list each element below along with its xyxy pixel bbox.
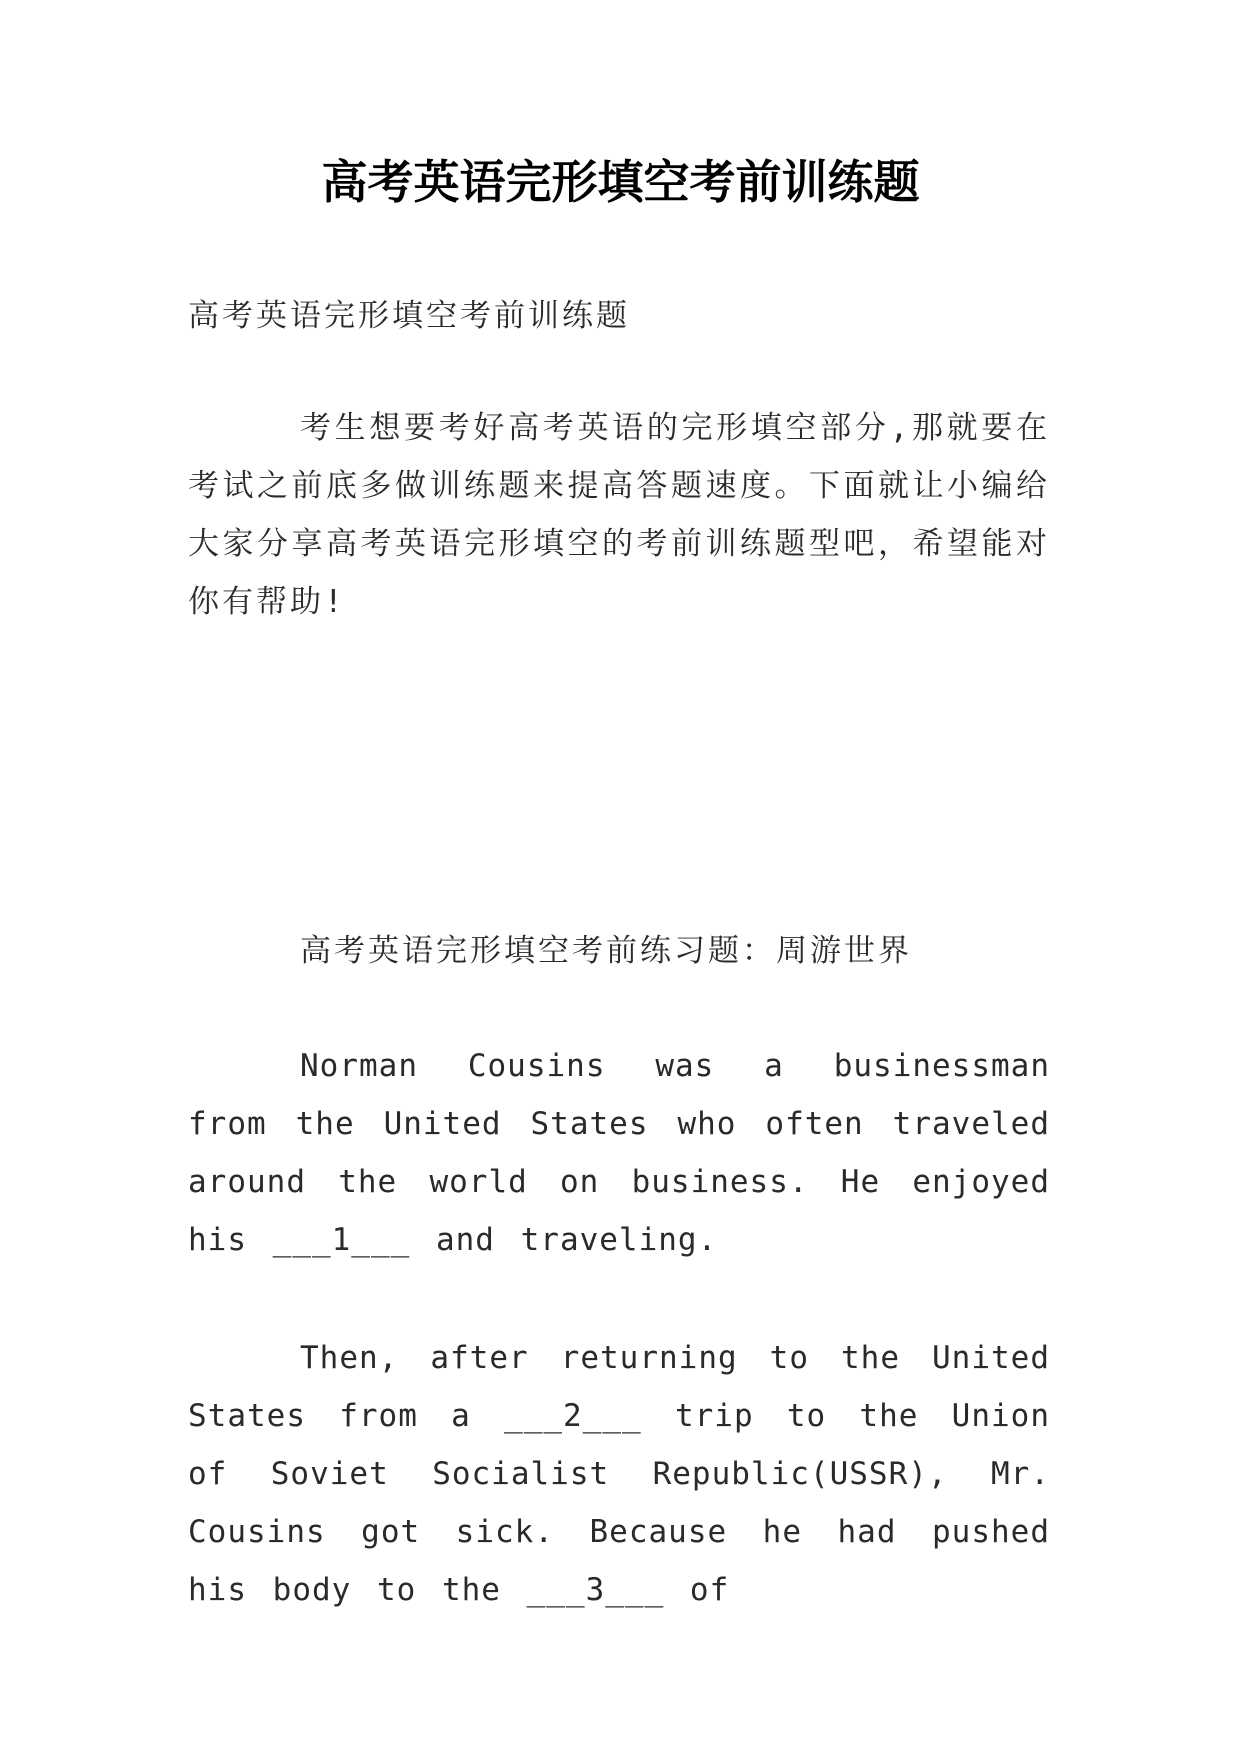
section-heading: 高考英语完形填空考前练习题：周游世界 xyxy=(300,933,912,969)
intro-paragraph: 考生想要考好高考英语的完形填空部分,那就要在考试之前底多做训练题来提高答题速度。下面就让小编给大家分享高考英语完形填空的考前训练题型吧，希望能对你有帮助! xyxy=(188,410,1050,620)
cloze-paragraph-1: Norman Cousins was a businessman from the United States who often traveled around the world on business. He enjoyed his ___1___ and traveling. xyxy=(188,1048,1050,1258)
document-title: 高考英语完形填空考前训练题 xyxy=(321,155,920,209)
document-subtitle: 高考英语完形填空考前训练题 xyxy=(188,298,630,334)
cloze-paragraph-2: Then, after returning to the United States from a ___2___ trip to the Union of Soviet Socialist Republic(USSR), Mr. Cousins got sick. Because he had pushed his body to the ___3___ of xyxy=(188,1340,1050,1608)
